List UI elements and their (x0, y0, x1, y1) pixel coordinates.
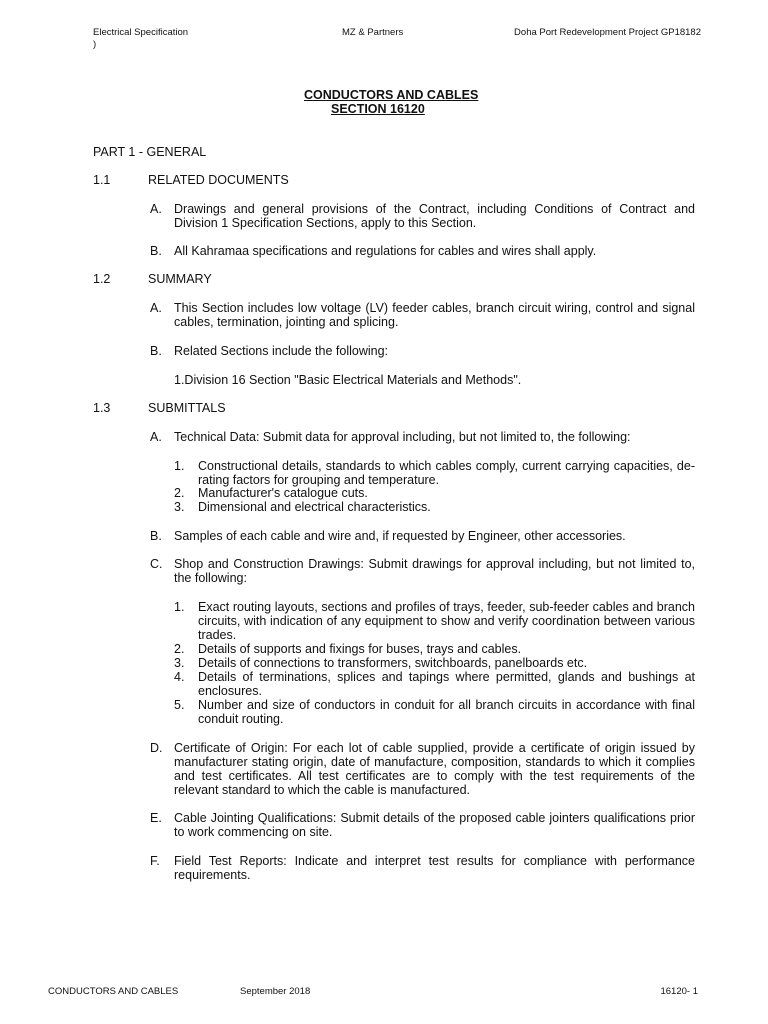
list-item-text: Number and size of conductors in conduit for all branch circuits in accordance with final conduit routing. (198, 698, 695, 726)
para-1-3-e-text: Cable Jointing Qualifications: Submit details of the proposed cable jointers qualifications prior to work commencing on site. (174, 811, 695, 839)
para-1-3-d-label: D. (150, 741, 163, 755)
list-item-text: Manufacturer's catalogue cuts. (198, 486, 368, 500)
list-item-number: 2. (174, 486, 185, 500)
part-heading: PART 1 - GENERAL (93, 145, 207, 159)
list-item-number: 5. (174, 698, 185, 712)
list-item-text: Details of supports and fixings for buses, trays and cables. (198, 642, 522, 656)
section-1-3-title: SUBMITTALS (148, 401, 226, 415)
section-1-1-number: 1.1 (93, 173, 111, 187)
para-1-3-a-text: Technical Data: Submit data for approval including, but not limited to, the following: (174, 430, 631, 444)
list-item-number: 2. (174, 642, 185, 656)
list-item-text: Details of connections to transformers, switchboards, panelboards etc. (198, 656, 588, 670)
list-item-text: Exact routing layouts, sections and profiles of trays, feeder, sub-feeder cables and branch circuits, with indication of any equipment to show and verify coordination between various trades. (198, 600, 695, 642)
list-item-text: Dimensional and electrical characteristics. (198, 500, 431, 514)
footer-date: September 2018 (240, 986, 311, 997)
header-left-continuation: ) (93, 39, 97, 50)
para-1-2-b-label: B. (150, 344, 162, 358)
para-1-3-d-text: Certificate of Origin: For each lot of cable supplied, provide a certificate of origin issued by manufacturer stating origin, date of manufacture, composition, standards to which it complies and test certificates. All test certificates are to comply with the test requirements of the relevant standard to which the cable is manufactured. (174, 741, 695, 797)
section-1-3-number: 1.3 (93, 401, 111, 415)
para-1-3-e-label: E. (150, 811, 162, 825)
list-item-number: 1. (174, 600, 185, 614)
para-1-2-a-text: This Section includes low voltage (LV) feeder cables, branch circuit wiring, control and signal cables, termination, jointing and splicing. (174, 301, 695, 329)
para-1-1-b-label: B. (150, 244, 162, 258)
list-item-number: 3. (174, 500, 185, 514)
para-1-2-b-item-1: 1.Division 16 Section "Basic Electrical Materials and Methods". (174, 373, 522, 387)
section-1-2-title: SUMMARY (148, 272, 212, 286)
para-1-2-a-label: A. (150, 301, 162, 315)
section-number-title: SECTION 16120 (331, 102, 425, 116)
para-1-3-a-label: A. (150, 430, 162, 444)
header-left-text: Electrical Specification (93, 27, 189, 38)
para-1-2-b-text: Related Sections include the following: (174, 344, 389, 358)
para-1-3-c-text: Shop and Construction Drawings: Submit drawings for approval including, but not limited to, the following: (174, 557, 695, 585)
para-1-1-b-text: All Kahramaa specifications and regulations for cables and wires shall apply. (174, 244, 597, 258)
section-1-1-title: RELATED DOCUMENTS (148, 173, 289, 187)
footer-left-text: CONDUCTORS AND CABLES (48, 986, 179, 997)
para-1-3-b-label: B. (150, 529, 162, 543)
para-1-3-c-label: C. (150, 557, 163, 571)
list-item-number: 3. (174, 656, 185, 670)
para-1-3-b-text: Samples of each cable and wire and, if requested by Engineer, other accessories. (174, 529, 626, 543)
para-1-3-f-text: Field Test Reports: Indicate and interpret test results for compliance with performance requirements. (174, 854, 695, 882)
footer-page-number: 16120- 1 (660, 986, 698, 997)
para-1-1-a-label: A. (150, 202, 162, 216)
header-center-text: MZ & Partners (342, 27, 404, 38)
section-1-2-number: 1.2 (93, 272, 111, 286)
list-item-number: 1. (174, 459, 185, 473)
list-item-text: Constructional details, standards to which cables comply, current carrying capacities, de-rating factors for grouping and temperature. (198, 459, 695, 487)
para-1-1-a-text: Drawings and general provisions of the Contract, including Conditions of Contract and Division 1 Specification Sections, apply to this Section. (174, 202, 695, 230)
document-title: CONDUCTORS AND CABLES (304, 88, 479, 102)
list-item-text: Details of terminations, splices and tapings where permitted, glands and bushings at enclosures. (198, 670, 695, 698)
para-1-3-f-label: F. (150, 854, 160, 868)
header-right-text: Doha Port Redevelopment Project GP18182 (514, 27, 701, 38)
list-item-number: 4. (174, 670, 185, 684)
